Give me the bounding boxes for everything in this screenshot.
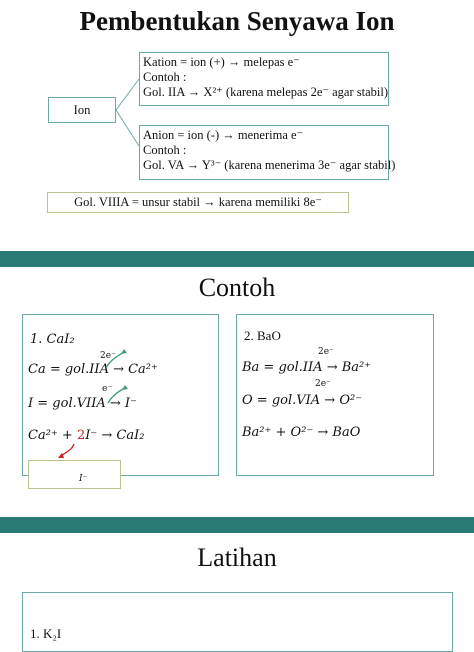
curve-ca bbox=[106, 352, 124, 368]
curve-ca-head bbox=[121, 349, 127, 354]
anion-line1: Anion = ion (-) → menerima e⁻ bbox=[143, 128, 304, 142]
example1-heading: 1. CaI₂ bbox=[30, 332, 75, 347]
example1-arrow-label2: e⁻ bbox=[102, 384, 113, 394]
example1-eq1: Ca = gol.IIA → Ca²⁺ bbox=[28, 362, 158, 377]
curve-i bbox=[108, 388, 125, 403]
example2-arrow-label2: 2e⁻ bbox=[315, 379, 331, 389]
example1-eq3-a: Ca²⁺ + bbox=[28, 428, 77, 443]
example2-eq1: Ba = gol.IIA → Ba²⁺ bbox=[242, 360, 372, 375]
ion-label: Ion bbox=[73, 103, 91, 117]
anion-line2: Contoh : bbox=[143, 143, 187, 157]
curve-red bbox=[61, 444, 74, 456]
latihan-box bbox=[22, 592, 453, 652]
divider-band-2 bbox=[0, 517, 474, 533]
example2-eq2: O = gol.VIA → O²⁻ bbox=[242, 393, 363, 408]
example2-eq3: Ba²⁺ + O²⁻ → BaO bbox=[242, 425, 361, 440]
example1-arrow-label1: 2e⁻ bbox=[100, 351, 116, 361]
kation-line2: Contoh : bbox=[143, 70, 187, 84]
curve-i-head bbox=[122, 385, 128, 390]
slide2-title: Contoh bbox=[198, 273, 276, 302]
example2-heading: 2. BaO bbox=[244, 328, 281, 343]
example1-small-box-text: I⁻ bbox=[79, 474, 88, 484]
latihan-partial-text: 1. K₂I bbox=[30, 626, 62, 641]
slide1-title: Pembentukan Senyawa Ion bbox=[79, 6, 395, 36]
kation-line3: Gol. IIA → X²⁺ (karena melepas 2e⁻ agar stabil) bbox=[143, 85, 388, 99]
viiia-note: Gol. VIIIA = unsur stabil → karena memiliki 8e⁻ bbox=[74, 195, 322, 209]
example1-eq3-c: I⁻ → CaI₂ bbox=[85, 428, 145, 443]
example2-arrow-label1: 2e⁻ bbox=[318, 347, 334, 357]
anion-line3: Gol. VA → Y³⁻ (karena menerima 3e⁻ agar stabil) bbox=[143, 158, 396, 172]
example1-eq2: I = gol.VIIA → I⁻ bbox=[28, 396, 137, 411]
slide3-title: Latihan bbox=[197, 543, 277, 572]
example1-eq3-coef: 2 bbox=[76, 428, 86, 443]
kation-line1: Kation = ion (+) → melepas e⁻ bbox=[143, 55, 300, 69]
